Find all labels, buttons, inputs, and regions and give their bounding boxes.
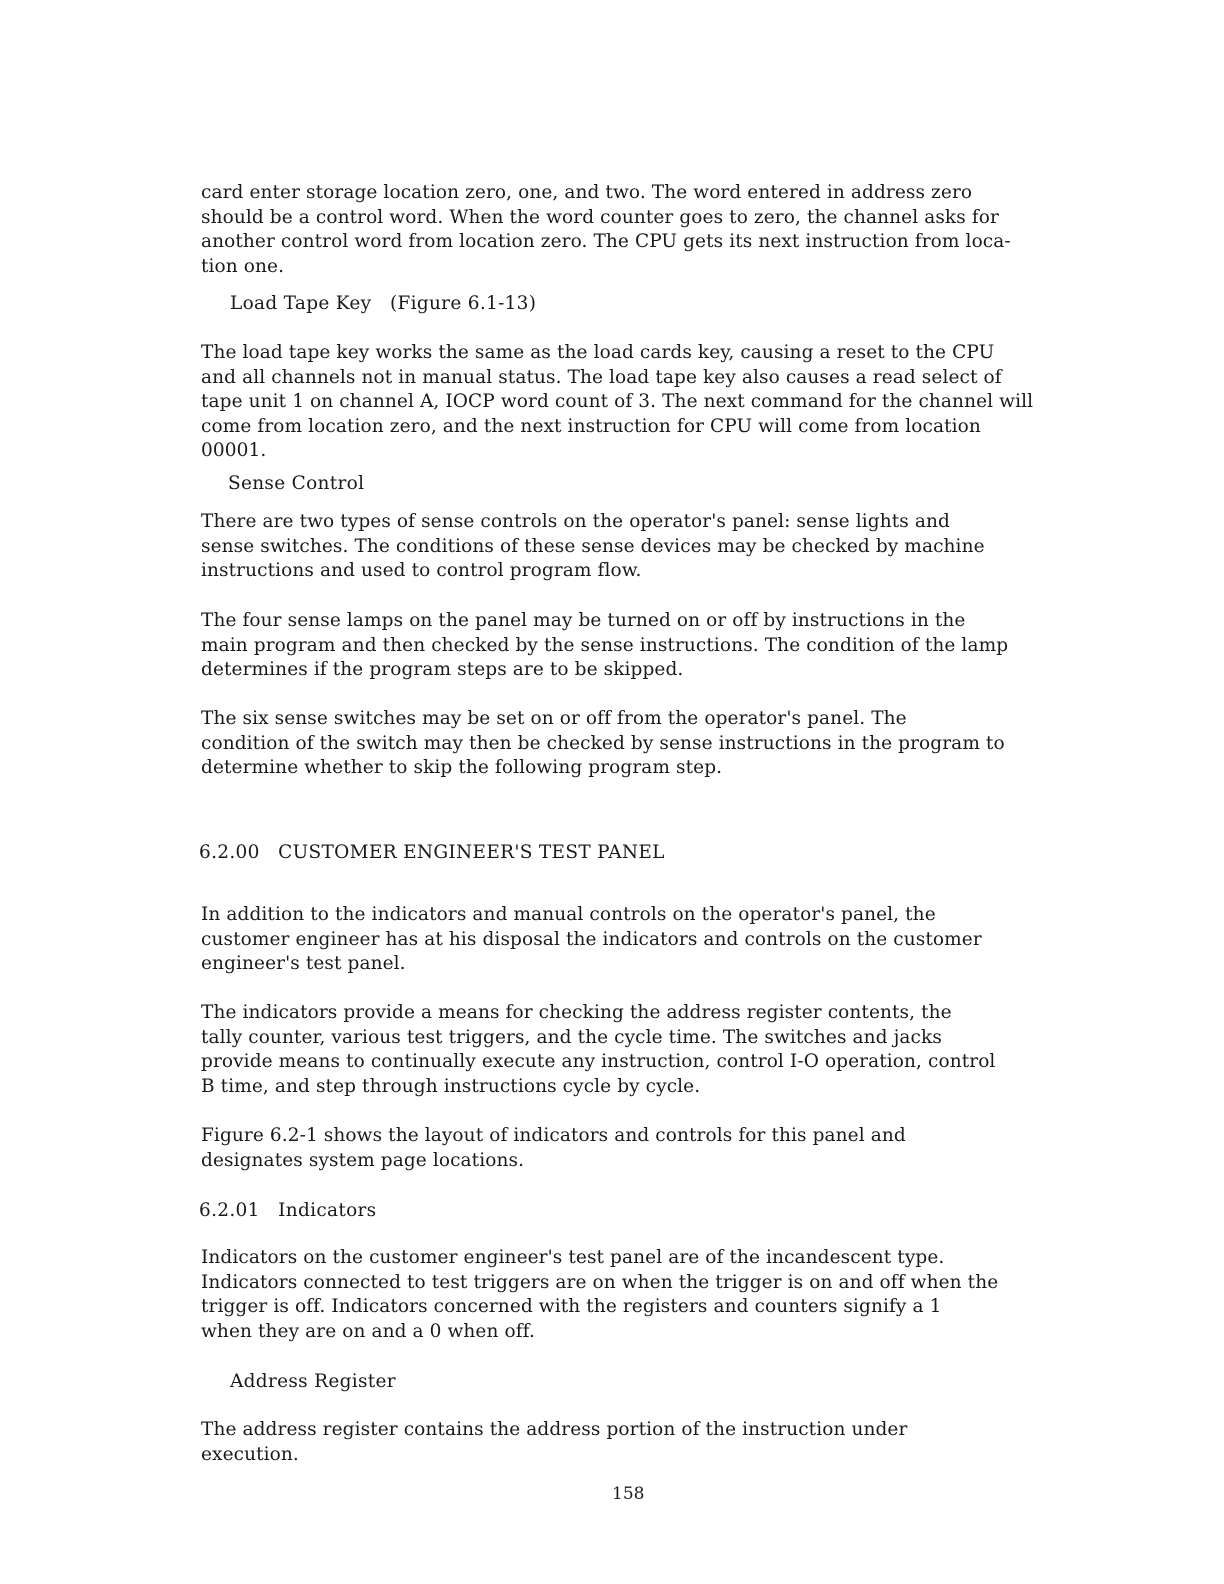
load-tape-heading: Load Tape Key (Figure 6.1-13) <box>230 293 537 314</box>
sense-control-paragraph-1: There are two types of sense controls on the operator's panel: sense lights and sense switches. The conditions of these sense devices may be checked by machine instructions and used to control program flow. <box>201 511 985 581</box>
load-tape-paragraph: The load tape key works the same as the load cards key, causing a reset to the CPU and all channels not in manual status. The load tape key also causes a read select of tape unit 1 on channel A, IOCP word count of 3. The next command for the channel will come from location zero, and the next instruction for CPU will come from location 00001. <box>201 342 1034 461</box>
ce-panel-paragraph-3: Figure 6.2-1 shows the layout of indicators and controls for this panel and designates system page locations. <box>201 1125 906 1171</box>
section-heading: 6.2.00 CUSTOMER ENGINEER'S TEST PANEL <box>199 842 665 863</box>
address-register-paragraph: The address register contains the address portion of the instruction under execution. <box>201 1419 908 1465</box>
indicators-heading: 6.2.01 Indicators <box>199 1200 377 1221</box>
indicators-paragraph: Indicators on the customer engineer's test panel are of the incandescent type. Indicators connected to test triggers are on when the trigger is on and off when the trigger is off. Indicators concerned with the registers and counters signify a 1 when they are on and a 0 when off. <box>201 1247 999 1342</box>
sense-control-heading: Sense Control <box>228 473 365 494</box>
address-register-heading: Address Register <box>230 1371 396 1392</box>
paragraph-continuation: card enter storage location zero, one, and two. The word entered in address zero should be a control word. When the word counter goes to zero, the channel asks for another control word from location zero. The CPU gets its next instruction from loca- tion one. <box>201 182 1011 277</box>
ce-panel-paragraph-2: The indicators provide a means for checking the address register contents, the tally counter, various test triggers, and the cycle time. The switches and jacks provide means to continually execute any instruction, control I-O operation, control B time, and step through instructions cycle by cycle. <box>201 1002 996 1097</box>
page-number: 158 <box>612 1484 645 1504</box>
ce-panel-paragraph-1: In addition to the indicators and manual controls on the operator's panel, the customer engineer has at his disposal the indicators and controls on the customer engineer's test panel. <box>201 904 982 974</box>
sense-control-paragraph-3: The six sense switches may be set on or off from the operator's panel. The condition of the switch may then be checked by sense instructions in the program to determine whether to skip the following program step. <box>201 708 1005 778</box>
sense-control-paragraph-2: The four sense lamps on the panel may be turned on or off by instructions in the main program and then checked by the sense instructions. The condition of the lamp determines if the program steps are to be skipped. <box>201 610 1009 680</box>
